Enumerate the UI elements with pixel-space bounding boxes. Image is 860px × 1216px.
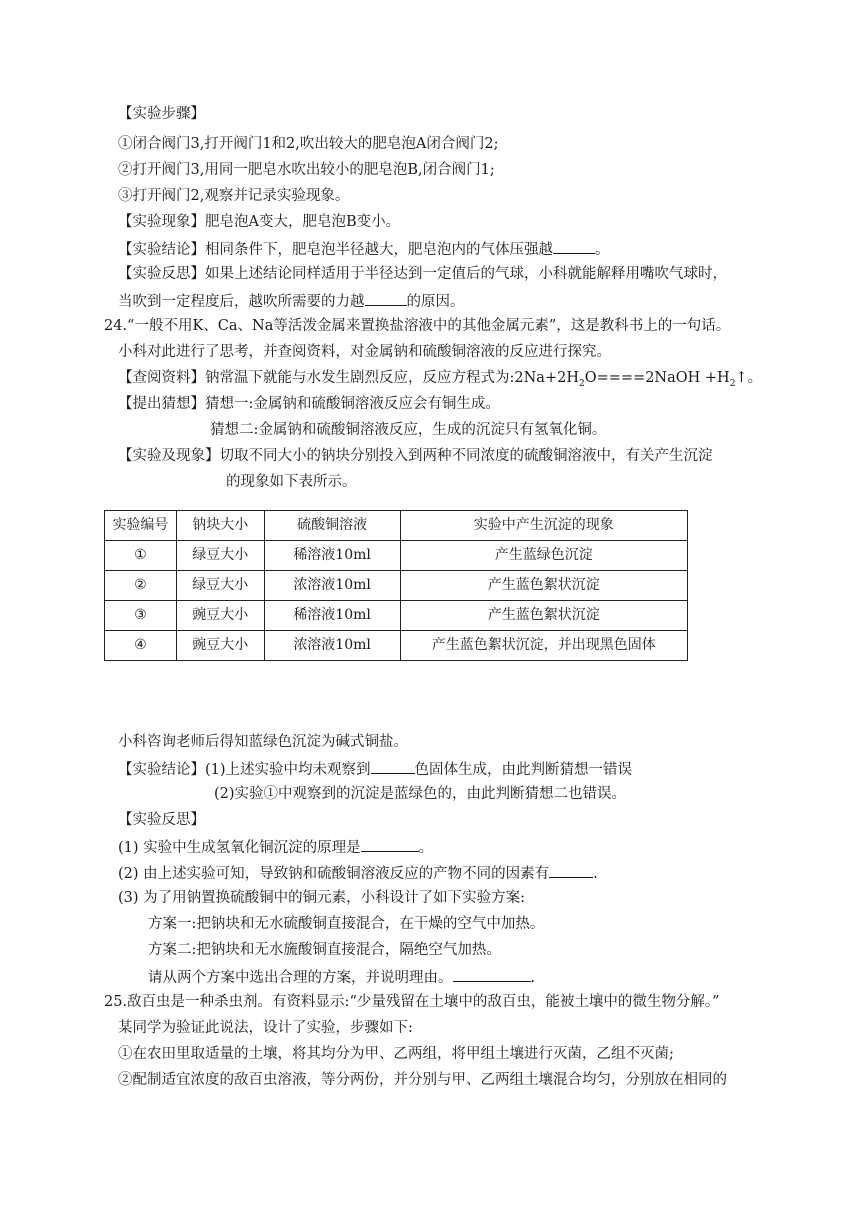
table-cell: 产生蓝绿色沉淀: [400, 541, 688, 571]
text: 【实验现象】肥皂泡A变大，肥皂泡B变小。: [118, 214, 401, 230]
note-line: [118, 732, 408, 752]
answer-blank[interactable]: [371, 758, 415, 774]
step-line: [118, 1044, 674, 1064]
step-line: [118, 160, 495, 180]
text: ②打开阀门3,用同一肥皂水吹出较小的肥皂泡B,闭合阀门1;: [118, 162, 495, 178]
text: 某同学为验证此说法，设计了实验，步骤如下:: [118, 1020, 413, 1036]
step-line: [118, 186, 349, 206]
text: 请从两个方案中选出合理的方案，并说明理由。: [148, 970, 453, 986]
reflection-line: [118, 836, 433, 858]
text: 24.“一般不用K、Ca、Na等活泼金属来置换盐溶液中的其他金属元素”，这是教科书上的一句话。: [104, 318, 731, 334]
answer-blank[interactable]: [365, 290, 407, 306]
step-line: [118, 1070, 727, 1090]
table-cell: 稀溶液10ml: [264, 601, 400, 631]
table-cell: 产生蓝色絮状沉淀，并出现黑色固体: [400, 631, 688, 661]
table-header-cell: 实验编号: [105, 511, 177, 541]
table-cell: 浓溶液10ml: [264, 571, 400, 601]
text: ②配制适宜浓度的敌百虫溶液，等分两份，并分别与甲、乙两组土壤混合均匀，分别放在相同的: [118, 1072, 727, 1088]
experiment-table: [104, 510, 688, 661]
text: 。: [418, 840, 434, 856]
text: 方案一:把钠块和无水硫酸铜直接混合，在干燥的空气中加热。: [148, 916, 545, 932]
text: ①在农田里取适量的土壤，将其均分为甲、乙两组，将甲组土壤进行灭菌，乙组不灭菌;: [118, 1046, 674, 1062]
text: O====2NaOH +H: [584, 370, 730, 386]
text: 猜想二:金属钠和硫酸铜溶液反应，生成的沉淀只有氢氧化铜。: [210, 422, 607, 438]
text: 【实验结论】(1)上述实验中均未观察到: [118, 762, 371, 778]
text: 【实验结论】相同条件下，肥皂泡半径越大，肥皂泡内的气体压强越: [118, 242, 553, 258]
table-row: [105, 631, 688, 661]
text: 【查阅资料】钠常温下就能与水发生剧烈反应，反应方程式为:2Na+2H: [118, 370, 579, 386]
section-heading: [118, 104, 205, 124]
text: 【实验反思】: [118, 812, 205, 828]
reflection-line: [118, 888, 525, 908]
answer-blank[interactable]: [553, 238, 595, 254]
experiment-line: [226, 472, 357, 492]
table-header-row: [105, 511, 688, 541]
conclusion-line: [118, 758, 632, 780]
text: 25.敌百虫是一种杀虫剂。有资料显示:“少量残留在土壤中的敌百虫，能被土壤中的微生物分解。”: [104, 994, 720, 1010]
text: 色固体生成，由此判断猜想一错误: [414, 762, 633, 778]
text: 小科咨询老师后得知蓝绿色沉淀为碱式铜盐。: [118, 734, 408, 750]
hypothesis-line: [210, 420, 606, 440]
text: 【提出猜想】猜想一:金属钠和硫酸铜溶液反应会有铜生成。: [118, 396, 500, 412]
question-line: [118, 342, 611, 362]
answer-blank[interactable]: [453, 966, 531, 982]
table-cell: 浓溶液10ml: [264, 631, 400, 661]
text: (2) 由上述实验可知，导致钠和硫酸铜溶液反应的产物不同的因素有: [118, 866, 550, 882]
plan-line: [148, 966, 535, 988]
reflection-line: [118, 290, 465, 312]
text: (1) 实验中生成氢氧化铜沉淀的原理是: [118, 840, 361, 856]
table-cell: ②: [105, 571, 177, 601]
question-line: [118, 1018, 413, 1038]
hypothesis-line: [118, 394, 500, 414]
conclusion-line: [214, 784, 626, 804]
subscript: 2: [729, 378, 736, 389]
text: (2)实验①中观察到的沉淀是蓝绿色的，由此判断猜想二也错误。: [214, 786, 627, 802]
table-cell: ④: [105, 631, 177, 661]
experiment-line: [118, 446, 713, 466]
plan-line: [148, 940, 501, 960]
text: ③打开阀门2,观察并记录实验现象。: [118, 188, 350, 204]
text: .: [530, 970, 536, 986]
text: (3) 为了用钠置换硫酸铜中的铜元素，小科设计了如下实验方案:: [118, 890, 526, 906]
text: ↑。: [735, 370, 763, 386]
question-24-line: [104, 316, 730, 336]
text: 小科对此进行了思考，并查阅资料，对金属钠和硫酸铜溶液的反应进行探究。: [118, 344, 611, 360]
reflection-heading: [118, 810, 205, 830]
answer-blank[interactable]: [549, 862, 593, 878]
text: 【实验及现象】切取不同大小的钠块分别投入到两种不同浓度的硫酸铜溶液中，有关产生沉淀: [118, 448, 713, 464]
phenomenon-line: [118, 212, 400, 232]
table-header-cell: 实验中产生沉淀的现象: [400, 511, 688, 541]
text: .: [593, 866, 598, 882]
table-cell: 豌豆大小: [176, 631, 264, 661]
text: 方案二:把钠块和无水旒酸铜直接混合，隔绝空气加热。: [148, 942, 501, 958]
reflection-line: [118, 862, 598, 884]
step-line: [118, 134, 498, 154]
conclusion-line: [118, 238, 610, 260]
table-row: [105, 601, 688, 631]
text: 的现象如下表所示。: [226, 474, 357, 490]
table-cell: 绿豆大小: [176, 571, 264, 601]
text: 。: [595, 242, 610, 258]
table-header-cell: 硫酸铜溶液: [264, 511, 400, 541]
table-cell: 豌豆大小: [176, 601, 264, 631]
reference-line: [118, 368, 762, 394]
table-cell: ①: [105, 541, 177, 571]
table-row: [105, 571, 688, 601]
text: 【实验反思】如果上述结论同样适用于半径达到一定值后的气球，小科就能解释用嘴吹气球时，: [118, 266, 727, 282]
table-cell: 产生蓝色絮状沉淀: [400, 601, 688, 631]
text: 当吹到一定程度后，越吹所需要的力越: [118, 294, 365, 310]
table-cell: 稀溶液10ml: [264, 541, 400, 571]
table-cell: ③: [105, 601, 177, 631]
subscript: 2: [578, 378, 585, 389]
table-cell: 绿豆大小: [176, 541, 264, 571]
question-25-line: [104, 992, 720, 1012]
plan-line: [148, 914, 544, 934]
text: ①闭合阀门3,打开阀门1和2,吹出较大的肥皂泡A闭合阀门2;: [118, 136, 499, 152]
table-row: [105, 541, 688, 571]
text: 的原因。: [406, 294, 465, 310]
reflection-line: [118, 264, 727, 284]
table-cell: 产生蓝色絮状沉淀: [400, 571, 688, 601]
answer-blank[interactable]: [361, 836, 419, 852]
text: 【实验步骤】: [118, 106, 205, 122]
table-header-cell: 钠块大小: [176, 511, 264, 541]
